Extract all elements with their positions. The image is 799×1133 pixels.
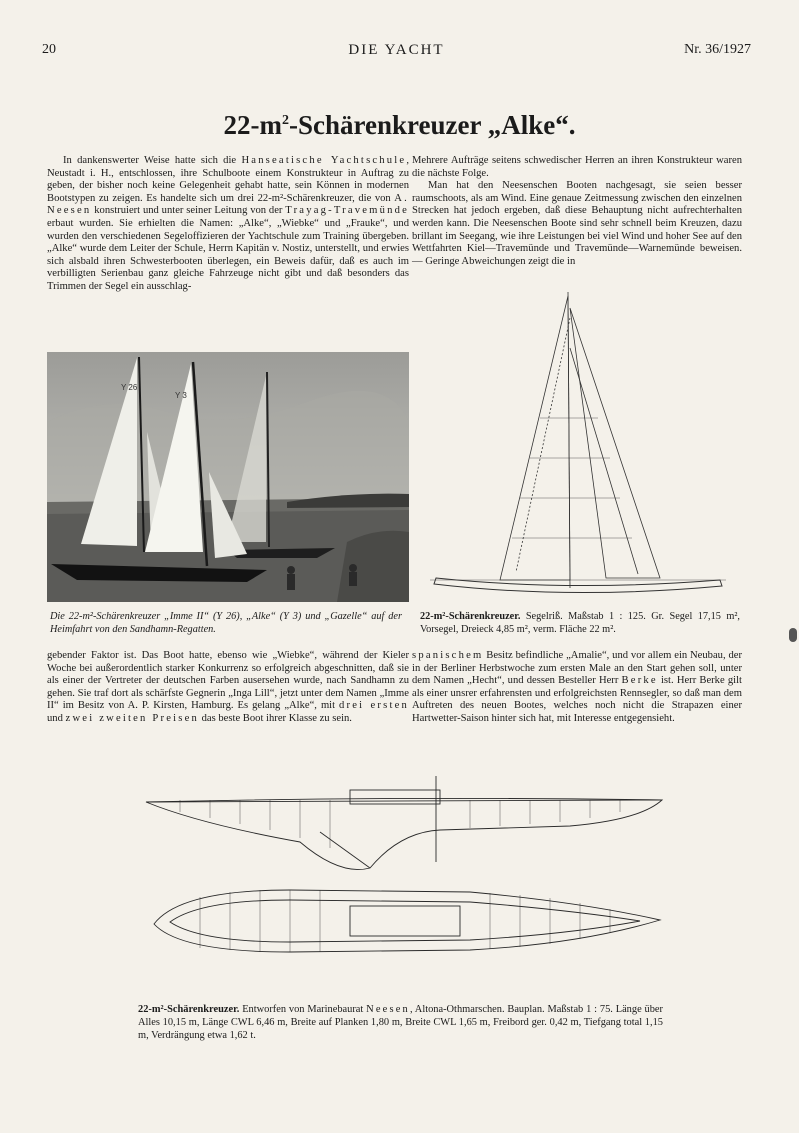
construction-plan-caption: 22-m²-Schärenkreuzer. Entworfen von Marinebaurat Neesen, Altona-Othmarschen. Bauplan. Maßstab 1 : 75. Länge über Alles 10,15 m, Länge CWL 6,46 m, Breite auf Planken 1,80 m, Breite CWL 1,65 m, Freibord ger. 0,42 m, Tiefgang total 1,15 m, Verdrängung etwa 1,62 t. [138, 1004, 663, 1041]
sail-plan-caption: 22-m²-Schärenkreuzer. Segelriß. Maßstab 1 : 125. Gr. Segel 17,15 m², Vorsegel, Dreieck 4,85 m², verm. Fläche 22 m². [420, 611, 740, 635]
paragraph: gebender Faktor ist. Das Boot hatte, ebenso wie „Wiebke“, während der Kieler Woche bei außerordentlich starker Konkurrenz so erfolgreich abgeschnitten, daß sie als einer der Vertreter der deutschen Farben ausersehen wurde, nach Sandhamn zu gehen. Sie traf dort als schärfste Gegnerin „Inga Lill“, jetzt unter dem Namen „Imme II“ im Besitz von A. P. Kirsten, Hamburg. Es gelang „Alke“, mit drei ersten und zwei zweiten Preisen das beste Boot ihrer Klasse zu sein. [47, 650, 409, 724]
sail-plan-drawing [420, 288, 730, 604]
construction-plan-drawing [140, 772, 670, 997]
sail-number-y3: Y 3 [175, 391, 187, 400]
left-column-top [47, 155, 409, 294]
magazine-title: DIE YACHT [348, 42, 445, 58]
page-number: 20 [42, 42, 56, 57]
page-header [42, 42, 751, 64]
paragraph: Man hat den Neesenschen Booten nachgesagt, sie seien besser raumschoots, als am Wind. Eine genaue Zeitmessung zwischen den einzelnen Strecken hat jedoch ergeben, daß diese Behauptung nicht aufrechterhalten werden kann. Die Neesenschen Boote sind sehr schnell beim Kreuzen, dazu brillant im Seegang, wie ihre Leistungen bei viel Wind und hoher See auf den Wettfahrten Kiel—Travemünde und Travemünde—Warnemünde beweisen. — Geringe Abweichungen zeigt die in [412, 180, 742, 267]
sail-number-y26: Y 26 [121, 383, 138, 392]
right-column-top [412, 155, 742, 268]
paragraph: spanischem Besitz befindliche „Amalie“, und vor allem ein Neubau, der in der Berliner Herbstwoche zum ersten Male an den Start gehen soll, unter dem Namen „Hecht“, und dessen Besteller Herr Berke ist. Herr Berke gilt als einer unsrer erfahrensten und erfolgreichsten Rennsegler, so daß man dem Auftreten des neuen Bootes, welches noch nicht die Strapazen einer Hartwetter-Saison hinter sich hat, mit Interesse entgegensieht. [412, 650, 742, 724]
right-column-bottom [412, 650, 742, 726]
photo-illustration [47, 352, 409, 602]
left-column-bottom [47, 650, 409, 726]
paragraph: Mehrere Aufträge seitens schwedischer Herren an ihren Konstrukteur waren die nächste Folge. [412, 155, 742, 179]
paragraph: In dankenswerter Weise hatte sich die Hanseatische Yachtschule, Neustadt i. H., entschlossen, ihre Schulboote einem Konstrukteur in Auftrag zu geben, der bisher noch keine Gelegenheit gehabt hatte, sein Können in modernen Bootstypen zu zeigen. Es handelte sich um drei 22-m²-Schärenkreuzer, die von A. Neesen konstruiert und unter seiner Leitung von der Trayag-Travemünde erbaut wurden. Sie erhielten die Namen: „Alke“, „Wiebke“ und „Frauke“, und wurden den verschiedenen Segeloffizieren der Yachtschule zum Training übergeben. „Alke“ wurde dem Leiter der Schule, Herrn Kapitän v. Nostiz, unterstellt, und erwies sich alsbald ihren Schwesterbooten überlegen, ein Beweis dafür, daß es auch im verbilligten Serienbau ganz gleiche Fahrzeuge nicht gibt und daß besonders das Trimmen der Segel ein ausschlag- [47, 155, 409, 292]
regatta-photo [47, 352, 409, 602]
issue-number: Nr. 36/1927 [684, 42, 751, 57]
scan-edge-mark [789, 628, 797, 642]
article-title: $22-m^2$-Schärenkreuzer „Alke“. [223, 110, 576, 140]
photo-caption: Die 22-m²-Schärenkreuzer „Imme II“ (Y 26), „Alke“ (Y 3) und „Gazelle“ auf der Heimfahrt von den Sandhamn-Regatten. [50, 611, 402, 635]
